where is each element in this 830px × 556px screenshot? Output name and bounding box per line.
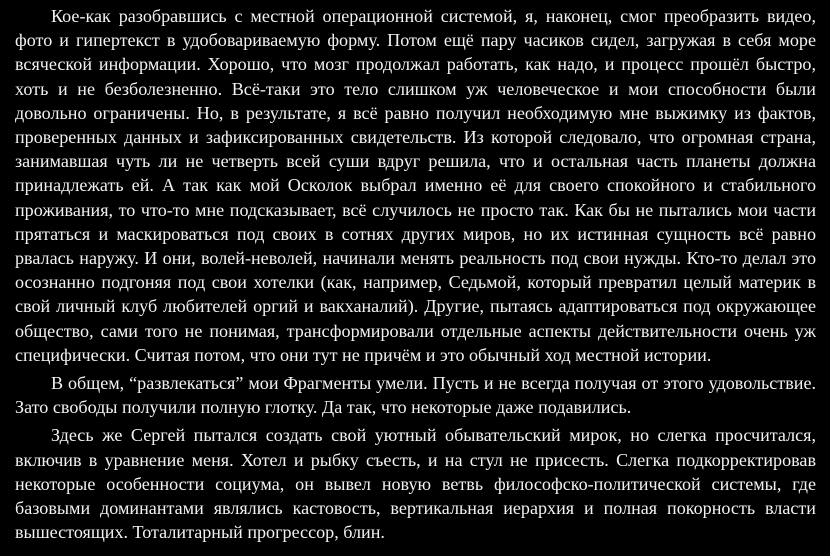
paragraph-3: Здесь же Сергей пытался создать свой уютный обывательский мирок, но слегка просчитался, включив в уравнение меня. Хотел и рыбку съесть, и на стул не присесть. Слегка подкорректировав некоторые особенности социума, он вывел новую ветвь философско-политической системы, где базовыми доминантами являлись кастовость, вертикальная иерархия и полная покорность власти вышестоящих. Тоталитарный прогрессор, блин.: [15, 425, 816, 543]
paragraph-1: Кое-как разобравшись с местной операционной системой, я, наконец, смог преобразить видео, фото и гипертекст в удобовариваемую форму. Потом ещё пару часиков сидел, загружая в себя море всяческой информации. Хорошо, что мозг продолжал работать, как надо, и процесс прошёл быстро, хоть и не безболезненно. Всё-таки это тело слишком уж человеческое и мои способности были довольно ограничены. Но, в результате, я всё равно получил необходимую мне выжимку из фактов, проверенных данных и зафиксированных свидетельств. Из которой следовало, что огромная страна, занимавшая чуть ли не четверть всей суши вдруг решила, что и остальная часть планеты должна принадлежать ей. А так как мой Осколок выбрал именно её для своего спокойного и стабильного проживания, то что-то мне подсказывает, всё случилось не просто так. Как бы не пытались мои части прятаться и маскироваться под своих в сотнях других миров, но их истинная сущность всё равно рвалась наружу. И они, волей-неволей, начинали менять реальность под свои нужды. Кто-то делал это осознанно подгоняя под свои хотелки (как, например, Седьмой, который превратил целый материк в свой личный клуб любителей оргий и вакханалий). Другие, пытаясь адаптироваться под окружающее общество, сами того не понимая, трансформировали отдельные аспекты действительности очень уж специфически. Считая потом, что они тут не причём и это обычный ход местной истории.: [15, 6, 816, 365]
paragraph-2: В общем, “развлекаться” мои Фрагменты умели. Пусть и не всегда получая от этого удовольствие. Зато свободы получили полную глотку. Да так, что некоторые даже подавились.: [15, 373, 816, 418]
